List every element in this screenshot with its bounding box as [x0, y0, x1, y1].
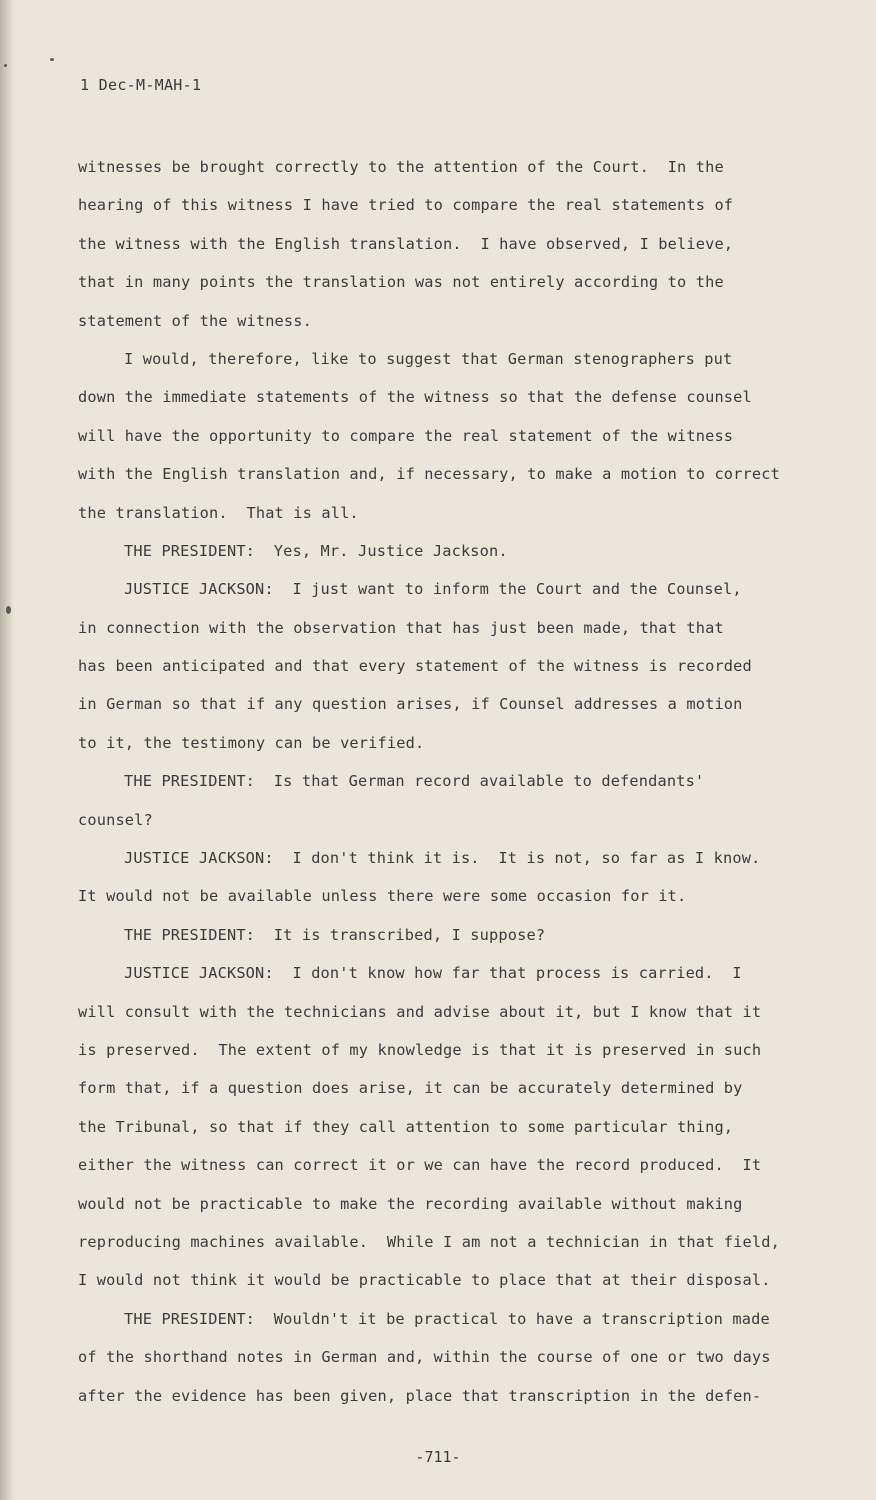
- transcript-line: either the witness can correct it or we can have the record produced. It: [78, 1156, 762, 1175]
- transcript-line: after the evidence has been given, place that transcription in the defen-: [78, 1386, 762, 1405]
- transcript-line: I would not think it would be practicable to place that at their disposal.: [78, 1271, 771, 1290]
- transcript-line: the witness with the English translation. I have observed, I believe,: [78, 234, 734, 253]
- transcript-line: will consult with the technicians and advise about it, but I know that it: [78, 1002, 762, 1021]
- page-edge-shadow: [0, 0, 14, 1500]
- transcript-line: the Tribunal, so that if they call attention to some particular thing,: [78, 1117, 734, 1136]
- transcript-line: down the immediate statements of the witness so that the defense counsel: [78, 388, 752, 407]
- transcript-line: will have the opportunity to compare the real statement of the witness: [78, 426, 734, 445]
- transcript-line: THE PRESIDENT: Is that German record available to defendants': [124, 772, 705, 791]
- transcript-line: THE PRESIDENT: It is transcribed, I suppose?: [124, 925, 546, 944]
- transcript-line: JUSTICE JACKSON: I don't know how far that process is carried. I: [124, 964, 742, 983]
- transcript-line: is preserved. The extent of my knowledge is that it is preserved in such: [78, 1040, 762, 1059]
- transcript-line: counsel?: [78, 810, 153, 829]
- transcript-line: It would not be available unless there were some occasion for it.: [78, 887, 687, 906]
- transcript-line: I would, therefore, like to suggest that German stenographers put: [124, 349, 733, 368]
- transcript-body: [78, 148, 808, 1415]
- document-reference: 1 Dec-M-MAH-1: [80, 76, 202, 94]
- ink-speck: [4, 64, 7, 67]
- transcript-line: hearing of this witness I have tried to compare the real statements of: [78, 196, 734, 215]
- transcript-line: in German so that if any question arises, if Counsel addresses a motion: [78, 695, 743, 714]
- page-number: -711-: [415, 1448, 461, 1466]
- transcript-line: JUSTICE JACKSON: I just want to inform the Court and the Counsel,: [124, 580, 742, 599]
- transcript-line: that in many points the translation was not entirely according to the: [78, 273, 724, 292]
- transcript-line: JUSTICE JACKSON: I don't think it is. It is not, so far as I know.: [124, 849, 761, 868]
- transcript-line: the translation. That is all.: [78, 503, 359, 522]
- transcript-line: statement of the witness.: [78, 311, 312, 330]
- transcript-line: to it, the testimony can be verified.: [78, 733, 425, 752]
- transcript-line: has been anticipated and that every statement of the witness is recorded: [78, 657, 752, 676]
- transcript-line: reproducing machines available. While I am not a technician in that field,: [78, 1232, 780, 1251]
- transcript-line: witnesses be brought correctly to the attention of the Court. In the: [78, 158, 724, 176]
- ink-speck: [6, 606, 11, 614]
- transcript-line: form that, if a question does arise, it can be accurately determined by: [78, 1079, 743, 1098]
- transcript-line: of the shorthand notes in German and, within the course of one or two days: [78, 1348, 771, 1367]
- transcript-line: THE PRESIDENT: Wouldn't it be practical to have a transcription made: [124, 1309, 770, 1328]
- ink-speck: [50, 58, 54, 61]
- transcript-line: in connection with the observation that has just been made, that that: [78, 618, 724, 637]
- transcript-line: would not be practicable to make the recording available without making: [78, 1194, 743, 1213]
- transcript-line: THE PRESIDENT: Yes, Mr. Justice Jackson.: [124, 541, 508, 560]
- transcript-line: with the English translation and, if necessary, to make a motion to correct: [78, 465, 780, 484]
